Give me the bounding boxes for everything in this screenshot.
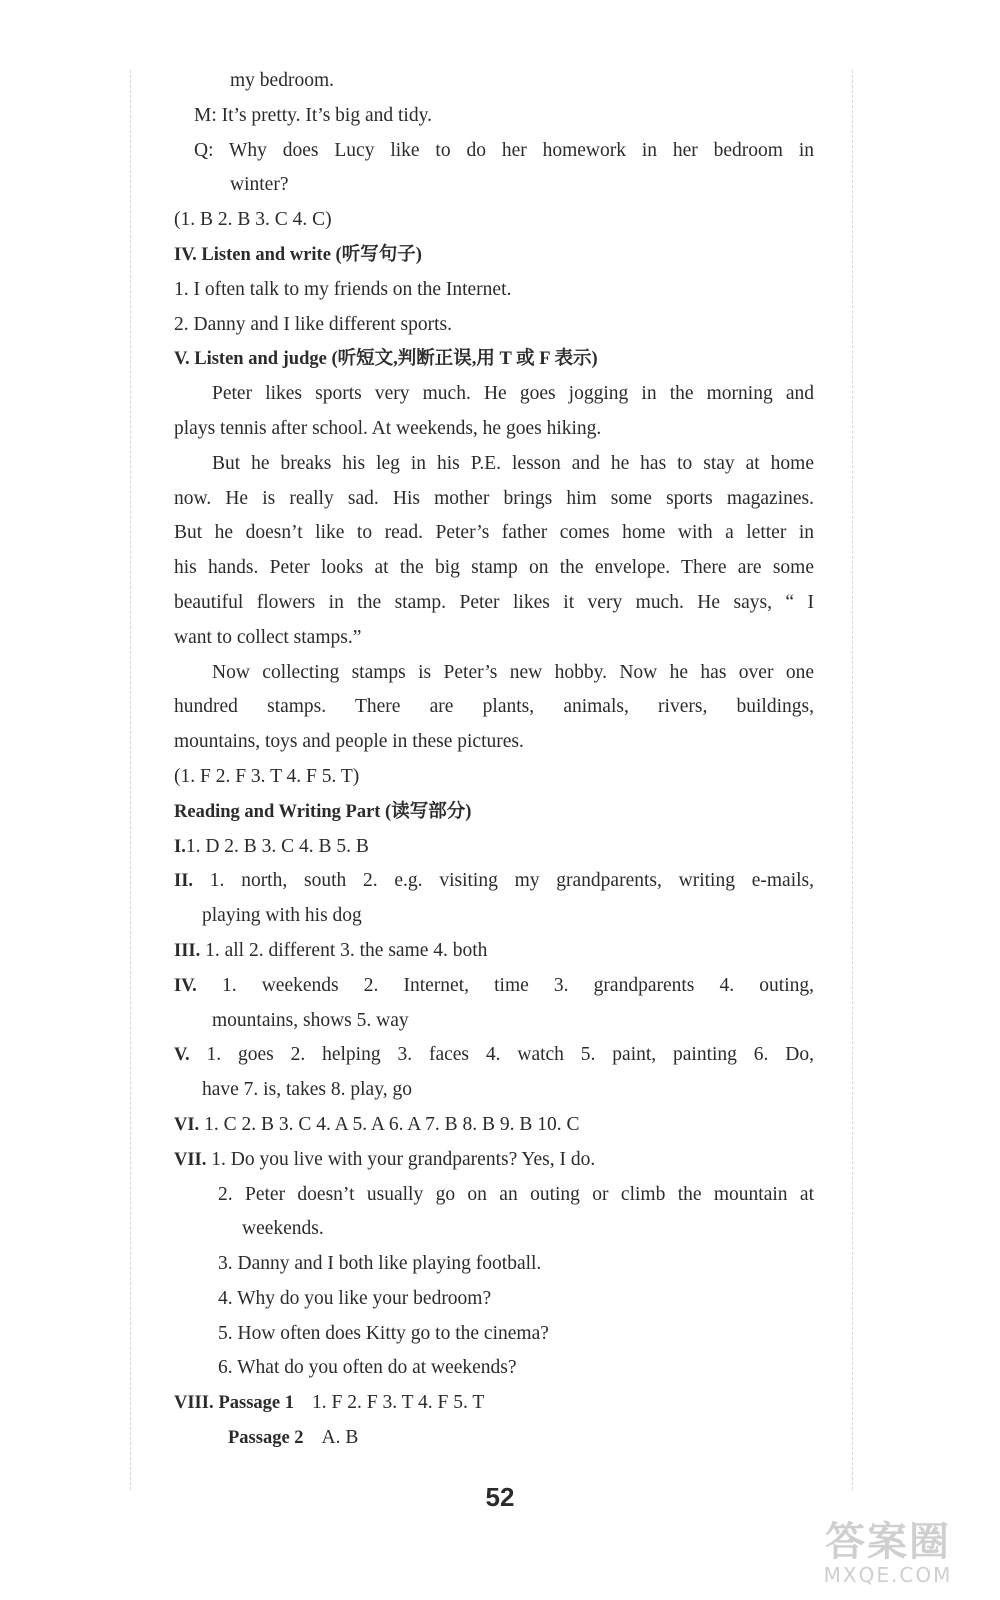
answer-line: 3. Danny and I both like playing football.	[218, 1253, 542, 1275]
answer-text: 1. D 2. B 3. C 4. B 5. B	[185, 835, 369, 857]
answer-text: 1. C 2. B 3. C 4. A 5. A 6. A 7. B 8. B 9. B 10. C	[204, 1113, 580, 1135]
text-line: 2. Danny and I like different sports.	[174, 313, 452, 335]
answer-line: (1. F 2. F 3. T 4. F 5. T)	[174, 765, 360, 787]
answer-text: 1. north, south 2. e.g. visiting my grandparents, writing e-mails,	[209, 870, 814, 892]
answer-line: weekends.	[242, 1218, 324, 1240]
passage-line: Now collecting stamps is Peter’s new hobby. Now he has over one	[212, 661, 814, 683]
section-heading: IV. Listen and write (听写句子)	[174, 244, 422, 265]
passage-line: now. He is really sad. His mother brings him some sports magazines.	[174, 487, 814, 509]
passage-line: But he doesn’t like to read. Peter’s father comes home with a letter in	[174, 522, 814, 544]
roman-label: III.	[174, 940, 201, 961]
text-line: M: It’s pretty. It’s big and tidy.	[194, 104, 432, 126]
passage-line: his hands. Peter looks at the big stamp on the envelope. There are some	[174, 557, 814, 579]
answer-line	[174, 1386, 814, 1421]
page-number: 52	[485, 1482, 515, 1512]
passage-line: want to collect stamps.”	[174, 626, 362, 648]
left-margin-line	[130, 70, 131, 1490]
answer-line	[174, 830, 814, 865]
passage-line: beautiful flowers in the stamp. Peter likes it very much. He says, “ I	[174, 591, 814, 613]
answer-line: mountains, shows 5. way	[212, 1009, 409, 1031]
watermark-url: MXQE.COM	[823, 1563, 953, 1587]
section-heading: Reading and Writing Part (读写部分)	[174, 801, 472, 822]
answer-text: 1. F 2. F 3. T 4. F 5. T	[312, 1392, 485, 1414]
answer-text: 1. Do you live with your grandparents? Yes, I do.	[211, 1148, 596, 1170]
roman-label: V.	[174, 1045, 190, 1066]
passage-line: hundred stamps. There are plants, animals, rivers, buildings,	[174, 696, 814, 718]
right-margin-line	[852, 70, 853, 1490]
roman-label: IV.	[174, 975, 197, 996]
roman-label: VII.	[174, 1149, 207, 1170]
answer-page-content	[174, 64, 814, 1456]
answer-line	[174, 934, 814, 969]
answer-line: 6. What do you often do at weekends?	[218, 1357, 517, 1379]
section-heading: V. Listen and judge (听短文,判断正误,用 T 或 F 表示)	[174, 349, 598, 370]
passage-line: mountains, toys and people in these pictures.	[174, 731, 524, 753]
answer-text: 1. weekends 2. Internet, time 3. grandparents 4. outing,	[221, 974, 814, 996]
answer-line: (1. B 2. B 3. C 4. C)	[174, 209, 332, 231]
text-line: winter?	[230, 174, 289, 196]
watermark-logo	[798, 1520, 978, 1586]
text-line: 1. I often talk to my friends on the Internet.	[174, 278, 512, 300]
passage-line: Peter likes sports very much. He goes jogging in the morning and	[212, 383, 814, 405]
answer-text: A. B	[321, 1427, 359, 1449]
answer-line	[174, 864, 814, 899]
answer-line: 5. How often does Kitty go to the cinema?	[218, 1322, 549, 1344]
watermark-text: 答案圈	[825, 1519, 951, 1565]
text-line: my bedroom.	[230, 70, 334, 91]
answer-line	[174, 969, 814, 1004]
roman-label: II.	[174, 871, 194, 892]
passage-line: But he breaks his leg in his P.E. lesson and he has to stay at home	[212, 452, 814, 474]
answer-line	[174, 1038, 814, 1073]
roman-label: VIII.	[174, 1393, 214, 1414]
answer-text: 1. all 2. different 3. the same 4. both	[205, 939, 488, 961]
roman-label: I.	[174, 836, 186, 857]
answer-line: playing with his dog	[202, 905, 362, 927]
passage-label: Passage 2	[228, 1428, 304, 1449]
answer-line: have 7. is, takes 8. play, go	[202, 1079, 412, 1101]
passage-label: Passage 1	[218, 1393, 295, 1414]
roman-label: VI.	[174, 1114, 200, 1135]
answer-line: 4. Why do you like your bedroom?	[218, 1287, 492, 1309]
text-line: Q: Why does Lucy like to do her homework in her bedroom in	[194, 139, 814, 161]
answer-line: 2. Peter doesn’t usually go on an outing or climb the mountain at	[218, 1183, 814, 1205]
answer-line	[174, 1143, 814, 1178]
passage-line: plays tennis after school. At weekends, he goes hiking.	[174, 417, 602, 439]
answer-line	[174, 1421, 814, 1456]
answer-line	[174, 1108, 814, 1143]
answer-text: 1. goes 2. helping 3. faces 4. watch 5. paint, painting 6. Do,	[206, 1044, 814, 1066]
